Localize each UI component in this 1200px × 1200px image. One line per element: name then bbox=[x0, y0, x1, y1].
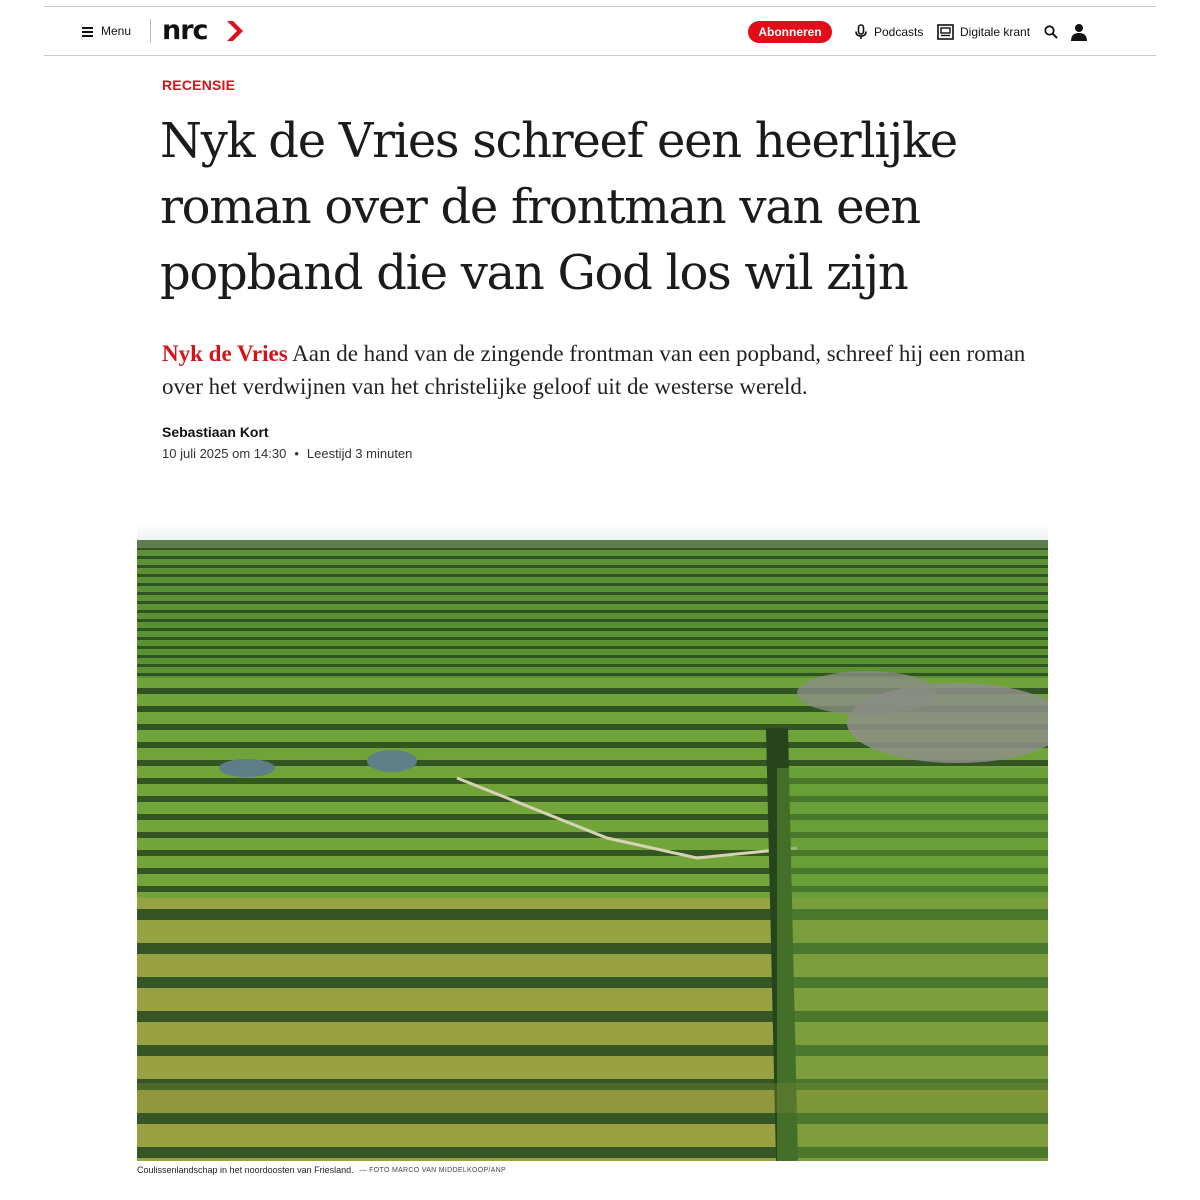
podcasts-label: Podcasts bbox=[874, 25, 924, 39]
digital-paper-label: Digitale krant bbox=[960, 25, 1031, 39]
meta-separator: • bbox=[294, 446, 299, 461]
newspaper-icon bbox=[937, 24, 954, 40]
article-headline: Nyk de Vries schreef een heerlijke roman over de frontman van een popband die van God los wil zijn bbox=[160, 113, 957, 301]
header-divider bbox=[150, 19, 151, 43]
article-kicker: RECENSIE bbox=[162, 77, 236, 93]
site-header bbox=[44, 7, 1156, 56]
menu-label: Menu bbox=[101, 24, 132, 38]
search-icon[interactable] bbox=[1044, 25, 1058, 39]
nrc-logo[interactable]: nrc bbox=[162, 15, 208, 46]
article-lede bbox=[162, 337, 1062, 403]
digital-paper-link[interactable] bbox=[937, 21, 1030, 43]
photo-credit: — FOTO MARCO VAN MIDDELKOOP/ANP bbox=[359, 1166, 506, 1174]
microphone-icon bbox=[854, 24, 868, 40]
article-photo bbox=[137, 478, 1048, 1161]
podcasts-link[interactable] bbox=[854, 21, 923, 43]
author-name[interactable]: Sebastiaan Kort bbox=[162, 424, 269, 440]
photo-caption-row bbox=[137, 1165, 506, 1175]
publish-date: 10 juli 2025 om 14:30 bbox=[162, 446, 287, 461]
hamburger-icon bbox=[82, 27, 93, 36]
read-time: Leestijd 3 minuten bbox=[306, 446, 413, 461]
article-meta bbox=[162, 446, 412, 461]
subscribe-button[interactable]: Abonneren bbox=[748, 21, 832, 43]
photo-caption: Coulissenlandschap in het noordoosten van Friesland. bbox=[137, 1165, 354, 1175]
menu-button[interactable] bbox=[82, 21, 131, 41]
lede-text: Aan de hand van de zingende frontman van een popband, schreef hij een roman over het verdwijnen van het christelijke geloof uit de westerse wereld. bbox=[162, 341, 1026, 399]
logo-arrow-icon bbox=[224, 20, 244, 42]
user-icon[interactable] bbox=[1070, 23, 1088, 41]
lede-kicker: Nyk de Vries bbox=[162, 341, 288, 366]
